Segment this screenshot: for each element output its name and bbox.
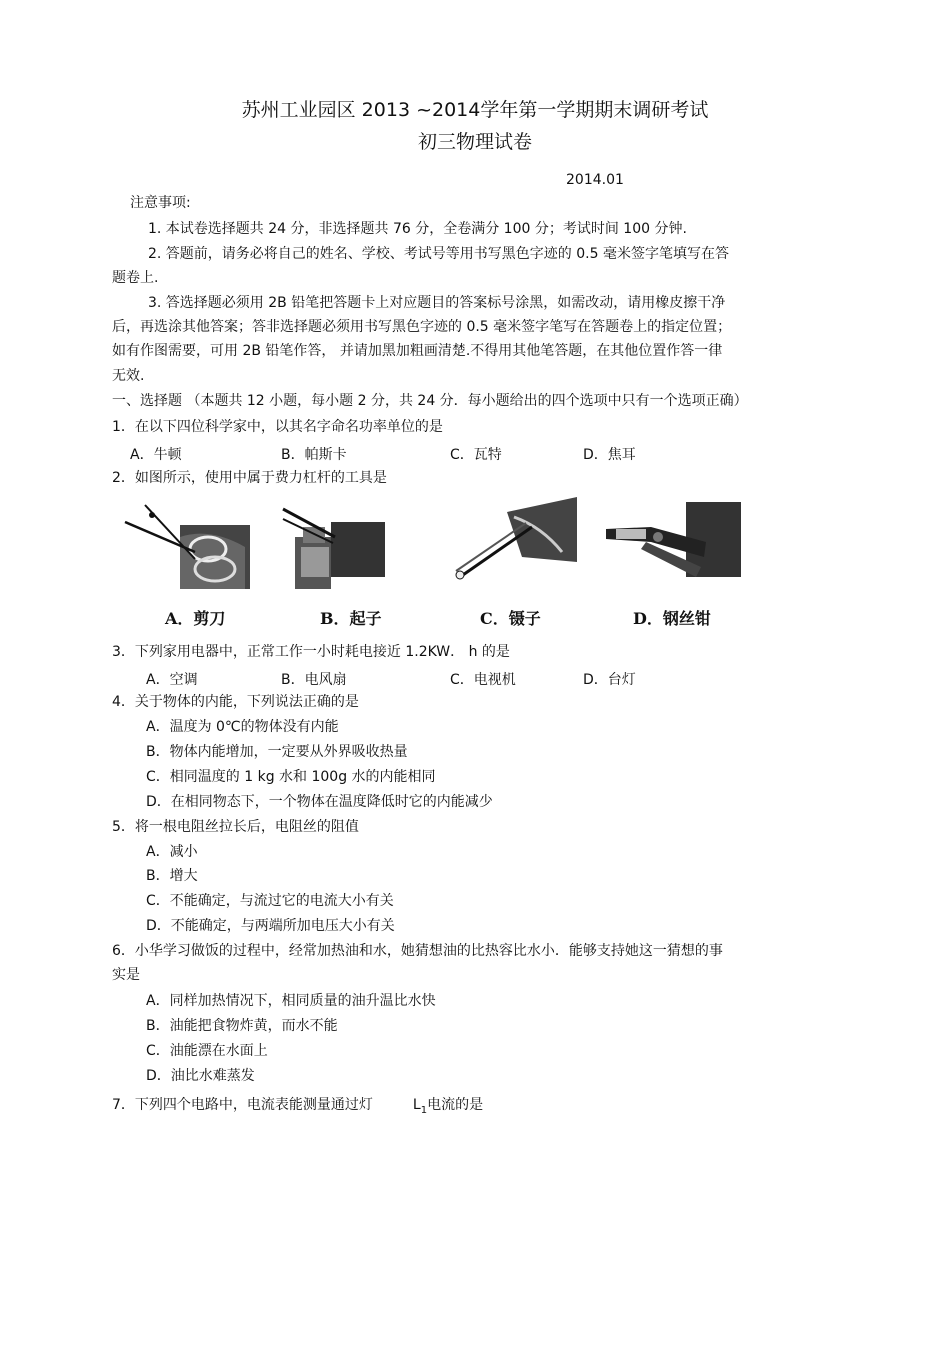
section-heading: 一、选择题 （本题共 12 小题，每小题 2 分，共 24 分．每小题给出的四个选项中只有一个选项正确） [112, 393, 748, 409]
q6-option-c: C．油能漂在水面上 [146, 1043, 268, 1059]
note-2-cont: 题卷上. [112, 270, 159, 286]
option-a: A．牛顿 [130, 447, 182, 463]
q4-option-d: D．在相同物态下，一个物体在温度降低时它的内能减少 [146, 794, 493, 810]
option-b: B．帕斯卡 [281, 447, 347, 463]
caption-d: D．钢丝钳 [633, 609, 711, 628]
pliers-figure [606, 497, 741, 589]
q5-option-a: A．减小 [146, 844, 198, 860]
note-1: 1. 本试卷选择题共 24 分，非选择题共 76 分，全卷满分 100 分；考试时间 100 分钟. [148, 221, 687, 237]
caption-a: A．剪刀 [165, 609, 226, 628]
notes-heading: 注意事项: [130, 195, 191, 211]
question-1: 1．在以下四位科学家中，以其名字命名功率单位的是 [112, 419, 443, 435]
q5-option-d: D．不能确定，与两端所加电压大小有关 [146, 918, 395, 934]
question-7-text: 7．下列四个电路中，电流表能测量通过灯 [112, 1097, 373, 1113]
q4-option-c: C．相同温度的 1 kg 水和 100g 水的内能相同 [146, 769, 436, 785]
q6-option-a: A．同样加热情况下，相同质量的油升温比水快 [146, 993, 436, 1009]
question-6: 6．小华学习做饭的过程中，经常加热油和水，她猜想油的比热容比水小．能够支持她这一猜想的事 [112, 943, 723, 959]
question-5: 5．将一根电阻丝拉长后，电阻丝的阻值 [112, 819, 359, 835]
question-7 [112, 1097, 483, 1117]
tweezers-figure [452, 497, 577, 589]
exam-subtitle: 初三物理试卷 [417, 131, 532, 153]
lamp-label: L [412, 1097, 421, 1113]
option-c: C．瓦特 [450, 447, 502, 463]
exam-date: 2014.01 [566, 172, 624, 188]
option-b: B．电风扇 [281, 672, 347, 688]
note-3-cont-2: 如有作图需要，可用 2B 铅笔作答， 并请加黑加粗画清楚.不得用其他笔答题，在其他位置作答一律 [112, 343, 723, 359]
question-2: 2．如图所示，使用中属于费力杠杆的工具是 [112, 470, 387, 486]
lamp-subscript: 1 [420, 1104, 428, 1116]
q5-option-b: B．增大 [146, 868, 198, 884]
note-3: 3. 答选择题必须用 2B 铅笔把答题卡上对应题目的答案标号涂黑，如需改动，请用橡皮擦干净 [148, 295, 726, 311]
q4-option-b: B．物体内能增加，一定要从外界吸收热量 [146, 744, 408, 760]
option-a: A．空调 [146, 672, 198, 688]
bottle-opener-figure [275, 497, 385, 589]
question-6-cont: 实是 [112, 967, 140, 983]
caption-b: B．起子 [320, 609, 382, 628]
note-3-cont-1: 后，再选涂其他答案；答非选择题必须用书写黑色字迹的 0.5 毫米签字笔写在答题卷上的指定位置； [112, 319, 732, 335]
note-2: 2. 答题前，请务必将自己的姓名、学校、考试号等用书写黑色字迹的 0.5 毫米签字笔填写在答 [148, 246, 729, 262]
q6-option-b: B．油能把食物炸黄，而水不能 [146, 1018, 338, 1034]
exam-title: 苏州工业园区 2013 ~2014学年第一学期期末调研考试 [241, 99, 709, 121]
question-7-text-end: 电流的是 [427, 1097, 484, 1113]
option-d: D．台灯 [583, 672, 636, 688]
question-1-options [0, 444, 950, 464]
scissors-figure [120, 497, 250, 589]
question-3: 3．下列家用电器中，正常工作一小时耗电接近 1.2KW． h 的是 [112, 644, 510, 660]
note-3-cont-3: 无效. [112, 368, 145, 384]
q5-option-c: C．不能确定，与流过它的电流大小有关 [146, 893, 394, 909]
caption-c: C．镊子 [480, 609, 541, 628]
option-d: D．焦耳 [583, 447, 636, 463]
q4-option-a: A．温度为 0℃的物体没有内能 [146, 719, 339, 735]
option-c: C．电视机 [450, 672, 516, 688]
question-3-options [0, 669, 950, 689]
question-4: 4．关于物体的内能，下列说法正确的是 [112, 694, 359, 710]
q6-option-d: D．油比水难蒸发 [146, 1068, 255, 1084]
